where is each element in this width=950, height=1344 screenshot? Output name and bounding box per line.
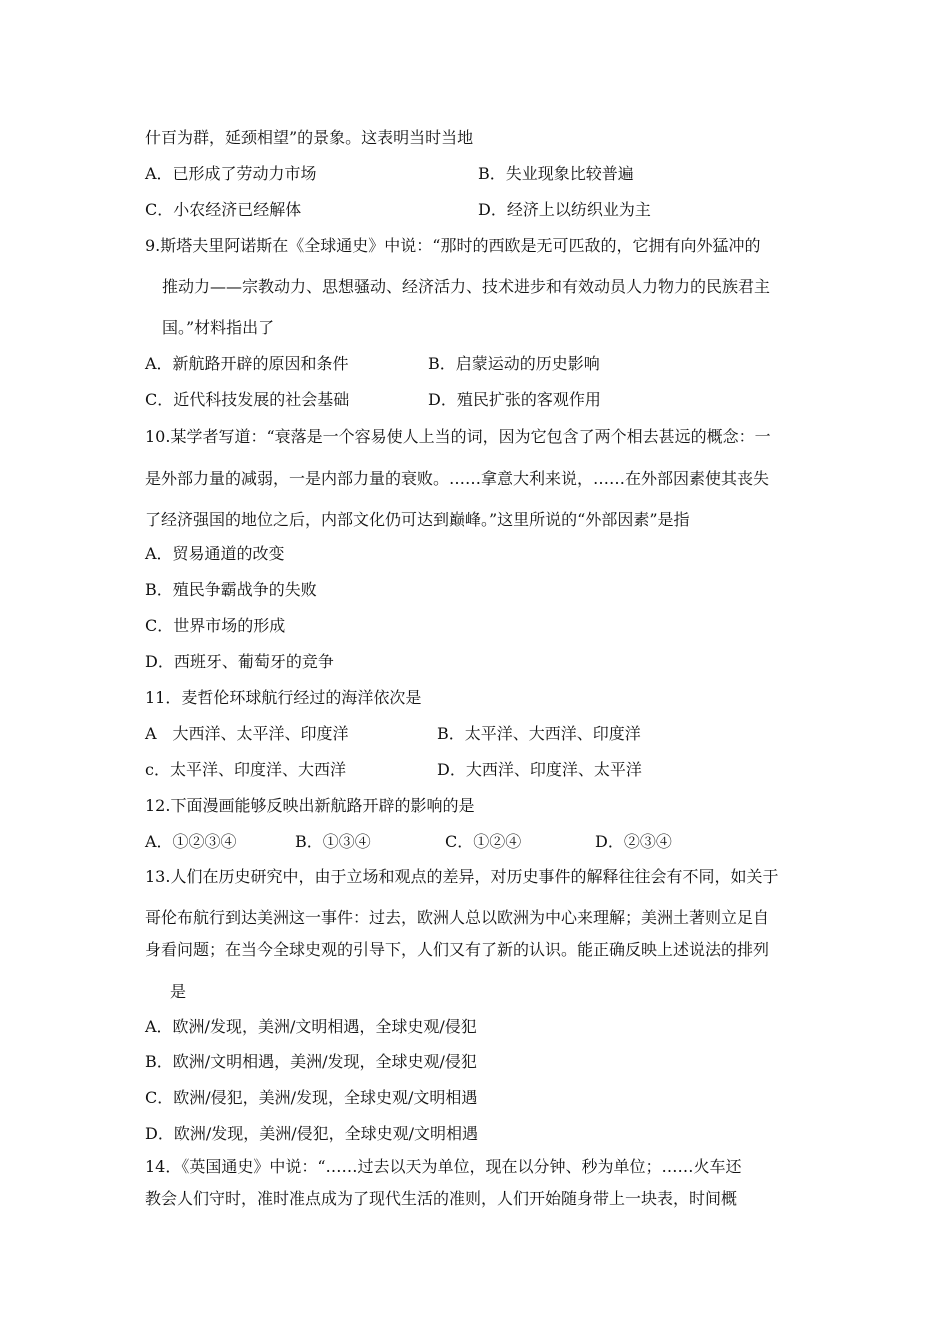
q13-option-c: C．欧洲/侵犯，美洲/发现，全球史观/文明相遇: [145, 1088, 478, 1107]
q13-option-a: A．欧洲/发现，美洲/文明相遇，全球史观/侵犯: [145, 1017, 477, 1036]
q11-option-d: D．大西洋、印度洋、太平洋: [437, 760, 642, 779]
q8-option-d: D．经济上以纺织业为主: [478, 200, 651, 219]
q9-stem-line-3: 国。”材料指出了: [162, 318, 275, 337]
q11-option-a: A 大西洋、太平洋、印度洋: [145, 724, 349, 743]
q13-option-b: B．欧洲/文明相遇，美洲/发现，全球史观/侵犯: [145, 1052, 477, 1071]
q13-stem-line-2: 哥伦布航行到达美洲这一事件：过去，欧洲人总以欧洲为中心来理解；美洲土著则立足自: [145, 908, 770, 927]
q13-stem-line-4: 是: [170, 982, 187, 1001]
q12-stem: 12.下面漫画能够反映出新航路开辟的影响的是: [145, 796, 475, 815]
q8-option-a: A．已形成了劳动力市场: [145, 164, 317, 183]
q10-option-c: C．世界市场的形成: [145, 616, 286, 635]
q10-stem-line-1: 10.某学者写道：“衰落是一个容易使人上当的词，因为它包含了两个相去甚远的概念：一: [145, 427, 771, 446]
q8-option-b: B．失业现象比较普遍: [478, 164, 634, 183]
q13-option-d: D．欧洲/发现，美洲/侵犯，全球史观/文明相遇: [145, 1124, 479, 1143]
q11-option-c: c．太平洋、印度洋、大西洋: [145, 760, 346, 779]
q13-stem-line-1: 13.人们在历史研究中，由于立场和观点的差异，对历史事件的解释往往会有不同，如关于: [145, 867, 779, 886]
q12-option-d: D．②③④: [595, 832, 672, 851]
q8-option-c: C．小农经济已经解体: [145, 200, 302, 219]
q12-option-c: C．①②④: [445, 832, 522, 851]
q9-option-c: C．近代科技发展的社会基础: [145, 390, 350, 409]
q11-option-b: B．太平洋、大西洋、印度洋: [437, 724, 641, 743]
q10-stem-line-3: 了经济强国的地位之后，内部文化仍可达到巅峰。”这里所说的“外部因素”是指: [145, 510, 690, 529]
q10-option-d: D．西班牙、葡萄牙的竞争: [145, 652, 334, 671]
q10-option-a: A．贸易通道的改变: [145, 544, 285, 563]
q11-stem: 11．麦哲伦环球航行经过的海洋依次是: [145, 688, 422, 707]
q9-option-b: B．启蒙运动的历史影响: [428, 354, 600, 373]
q12-option-a: A．①②③④: [145, 832, 237, 851]
q12-option-b: B．①③④: [295, 832, 371, 851]
q13-stem-line-3: 身看问题；在当今全球史观的引导下，人们又有了新的认识。能正确反映上述说法的排列: [145, 940, 770, 959]
q9-stem-line-1: 9.斯塔夫里阿诺斯在《全球通史》中说：“那时的西欧是无可匹敌的，它拥有向外猛冲的: [145, 236, 761, 255]
q10-stem-line-2: 是外部力量的减弱，一是内部力量的衰败。……拿意大利来说，……在外部因素使其丧失: [145, 469, 770, 488]
q9-stem-line-2: 推动力——宗教动力、思想骚动、经济活力、技术进步和有效动员人力物力的民族君主: [162, 277, 771, 296]
q8-stem-tail: 什百为群，延颈相望”的景象。这表明当时当地: [145, 128, 474, 147]
q14-stem-line-2: 教会人们守时，准时准点成为了现代生活的准则，人们开始随身带上一块表，时间概: [145, 1189, 738, 1208]
q9-option-a: A．新航路开辟的原因和条件: [145, 354, 349, 373]
q9-option-d: D．殖民扩张的客观作用: [428, 390, 601, 409]
q14-stem-line-1: 14．《英国通史》中说：“……过去以天为单位，现在以分钟、秒为单位；……火车还: [145, 1157, 742, 1176]
q10-option-b: B．殖民争霸战争的失败: [145, 580, 317, 599]
